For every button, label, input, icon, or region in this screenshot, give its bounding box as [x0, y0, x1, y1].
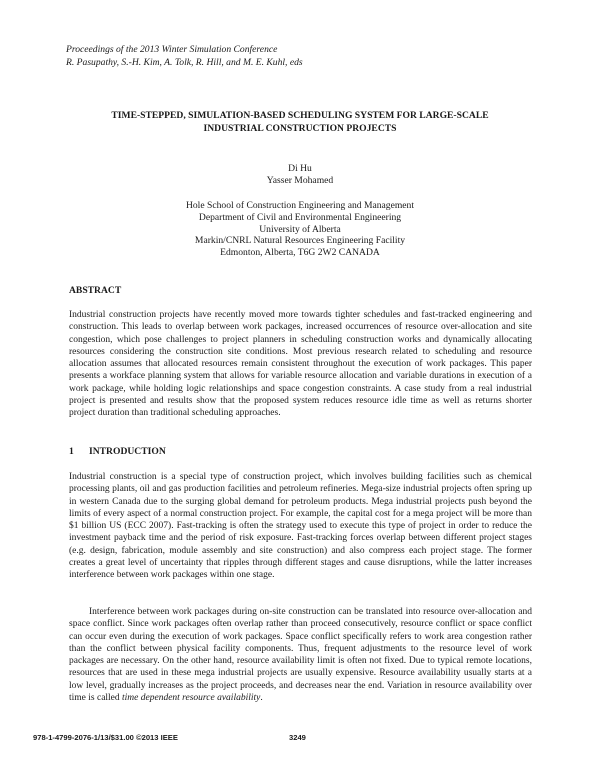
- paragraph-text: Interference between work packages during on-site construction can be translated into resource over-allocation and space conflict. Since work packages often overlap rather than proceed consecutively, resource conflict or space conflict can occur even during the execution of work packages. Space conflict specifically refers to work area congestion rather than the conflict between physical facility components. Thus, frequent adjustments to the resource level of work packages are necessary. On the other hand, resource availability limit is often not fixed. Due to typical remote locations, resources that are used in these mega industrial projects are usually expensive. Resource availability usually starts at a low level, gradually increases as the project proceeds, and decreases near the end. Variation in resource availability over time is called: [69, 607, 532, 703]
- paper-title-line-1: TIME-STEPPED, SIMULATION-BASED SCHEDULING SYSTEM FOR LARGE-SCALE: [111, 110, 489, 121]
- proceedings-header: [66, 44, 303, 69]
- affiliation-block: [100, 200, 500, 259]
- introduction-paragraph-1: Industrial construction is a special type of construction project, which involves building facilities such as chemical processing plants, oil and gas production facilities and petroleum refineries. Mega-size industrial projects often spring up in western Canada due to the surging global demand for petroleum products. Mega industrial projects push beyond the limits of every aspect of a normal construction project. For example, the capital cost for a mega project will be more than $1 billion US (ECC 2007). Fast-tracking is often the strategy used to execute this type of project in order to reduce the investment payback time and the period of risk exposure. Fast-tracking forces overlap between different project stages (e.g. design, fabrication, module assembly and site construction) and also compress each project stage. The former creates a great level of uncertainty that ripples through different stages and cause disruptions, while the latter increases interference between work packages within one stage.: [69, 472, 532, 580]
- author-name: Yasser Mohamed: [266, 174, 334, 186]
- introduction-paragraph-2: [69, 606, 532, 704]
- affiliation-line: University of Alberta: [259, 223, 341, 235]
- paper-title: [40, 110, 560, 135]
- section-title: INTRODUCTION: [89, 446, 166, 457]
- affiliation-line: Edmonton, Alberta, T6G 2W2 CANADA: [220, 247, 380, 259]
- affiliation-line: Department of Civil and Environmental Engineering: [198, 211, 402, 223]
- paper-title-line-2: INDUSTRIAL CONSTRUCTION PROJECTS: [203, 122, 397, 134]
- affiliation-line: Hole School of Construction Engineering and Management: [185, 200, 415, 211]
- page-number: 3249: [289, 733, 306, 742]
- proceedings-title: Proceedings of the 2013 Winter Simulation Conference: [66, 44, 278, 55]
- abstract-text: Industrial construction projects have recently moved more towards tighter schedules and fast-tracked engineering and construction. This leads to overlap between work packages, increased occurrences of resource over-allocation and site congestion, which pose challenges to project planners in scheduling construction works and dynamically allocating resources considering the construction site conditions. Most previous research related to scheduling and resource allocation assumes that allocated resources remain consistent throughout the execution of work packages. This paper presents a workface planning system that allows for variable resource allocation and variable durations in execution of a work package, while holding logic relationships and space congestion constraints. A case study from a real industrial project is presented and results show that the proposed system reduces resource idle time as well as returns shorter project duration than traditional scheduling approaches.: [69, 310, 532, 418]
- copyright-footer: 978-1-4799-2076-1/13/$31.00 ©2013 IEEE: [33, 733, 178, 742]
- section-number: 1: [69, 446, 74, 457]
- proceedings-editors: R. Pasupathy, S.-H. Kim, A. Tolk, R. Hill, and M. E. Kuhl, eds: [66, 56, 303, 68]
- introduction-heading: [69, 446, 166, 457]
- abstract-heading: ABSTRACT: [69, 285, 122, 296]
- affiliation-line: Markin/CNRL Natural Resources Engineering Facility: [194, 235, 406, 247]
- emphasized-term: time dependent resource availability: [122, 692, 261, 703]
- author-name: Di Hu: [288, 163, 312, 174]
- author-list: [100, 163, 500, 187]
- paragraph-end: .: [260, 692, 263, 703]
